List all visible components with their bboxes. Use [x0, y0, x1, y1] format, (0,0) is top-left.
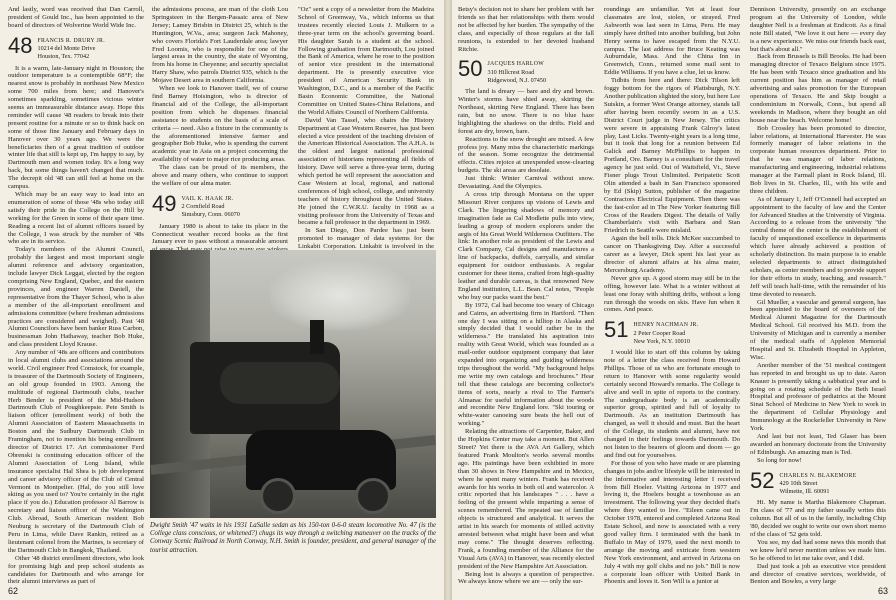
photo-wheel	[260, 478, 296, 514]
paragraph: January 1980 is about to take its place in the Connecticut weather record books as the first January ever to pass without a measurable amount	[152, 222, 288, 246]
paragraph: Again the bell tolls. Dick McKee succumbed to cancer on Thanksgiving Day. After a successful career as a lawyer, Dick spent his last year as director of alumni affairs at his alma mater, Mercersburg Academy.	[604, 235, 740, 274]
address-line: Ridgewood, N.J. 07450	[487, 76, 547, 84]
photo-caption: Dwight Smith '47 waits in his 1931 LaSalle sedan as his 150-ton 0-6-0 steam locomotive No. 47 (is the College class conscious, or whitened?) chugs its way through a switching maneuver on the tracks of the Conway Scenic Railroad in North Conway, N.H. Smith is founder, president, and general manager of the tourist attraction.	[150, 522, 436, 554]
paragraph: Tidbits from here and there: Dick Tilson left foggy bottom for the rigors of Plattsburgh, N.Y. Another publication slighted the story, but here Lee Sutskin, a former West Orange attorney, stands tall after having been recently sworn in as a U.S. District Court judge in New Jersey. The critics were severe in appraising Frank Gilroy's latest play, Last Licks. Twenty-eight years is a long time, but it took that long for a reunion between Ed Galick and Barney McPhillips to happen in Portland, Ore. Barney is a consultant for the travel agency he just sold. Out of Waitsfield, Vt., Steve Fisner plugs Trout Unlimited. Peripatetic Scott Olin attended a bash in San Francisco sponsored by Ed (Skip) Sutton, publisher of the magazine Contractors Electrical Equipment. Then there was the fast-color ad in The New Yorker featuring Bill Cross of the Readers Digest. The details of Vally Chamberlain's visit with Barbara and Stan Friedrich in Seattle were mislaid.	[604, 77, 740, 235]
class-secretary	[37, 35, 104, 61]
paragraph: "Oz" sent a copy of a newsletter from the Madeira School of Greenway, Va., which informs us that trustees recently elected Louis J. Mulkern to a three-year term on the school's governing board. His daughter Sarah is a student at the school. Following graduation from Dartmouth, Lou joined the Bank of America, where he rose to the position of senior vice president in the international department. He is presently executive vice president of American Security Bank in Washington, D.C., and is a member of the Pacific Basin Economic Committee, the National Committee on United States-China Relations, and the World Affairs Council of Northern California.	[298, 6, 434, 116]
address-line: 10214 del Monte Drive	[37, 45, 96, 53]
address-line: 2 Peter Cooper Road	[633, 329, 686, 337]
paragraph: Which may be an easy way to lead into an enumeration of some of those '48s who today still satisfy their pride in the College on the Hill by working for the Green in some of their spare time. Reading a recent list of alumni officers issued by the College, I was struck by the number of '48s who are in its service.	[8, 191, 144, 246]
paragraph: Reactions to the snow drought are mixed. A few profess joy. Many miss the characteristic markings of the season. Some recognize the detrimental effects. Cities rejoice at unexpended snow-clearing budgets. The ski areas are desolate.	[458, 135, 594, 175]
right-page	[452, 0, 896, 600]
paragraph: David Van Tassel, who chairs the History Department at Case Western Reserve, has just been elected a vice president of the teaching division of the American Historical Association. The A.H.A. is the oldest and largest national professional association of historians representing all fields of history. Dave will serve a three-year term, during which period he will represent the association and Case Western at local, regional, and national conferences of high school, college, and university teachers of history throughout the United States. He joined the C.W.R.U. faculty in 1968 as a visiting professor from the University of Texas and became a full professor in the department in 1969.	[298, 116, 434, 227]
paragraph: It is a warm, late-January night in Houston; the outdoor temperature is a contemptible 68°F; the nearest snow is probably in northeast New Mexico some 700 miles from here; and Hanover's sometimes sparkling, sometimes vicious winter seems an immeasurable distance away. Hope this reminder will cause '48 readers to break into their present routine for a minute or so to think back on some of those fine January and February days in Hanover over 30 years ago. We were the beneficiaries then of a great tradition of outdoor winter life that still is kept up, I'm happy to say, by Dartmouth men and women today. It's a long way back, but some things haven't changed that much. The decrepit old '48 can still feel at home on the campus.	[8, 64, 144, 191]
locomotive-photo	[150, 250, 436, 518]
class-secretary	[779, 470, 856, 496]
page-number-left: 62	[8, 586, 19, 596]
address-line: 429 10th Street	[779, 480, 818, 488]
photo-smoke	[270, 260, 410, 330]
paragraph: I would like to start off this column by taking note of a letter the class received from Howard Phillips. Those of us who are fortunate enough to return to Hanover with some regularity would certainly second Howard's remarks. The College is alive and well in spite of reports to the contrary. The undergraduate body is an academically superior group, spirited and full of loyalty to Dartmouth. As an institution Dartmouth has changed, as well it should and must. But the heart of the College, its students and alumni, have not changed in their feelings towards Dartmouth. Do not listen to the bearers of gloom and doom — go and find out for yourselves.	[604, 349, 740, 459]
paragraph: As of January 1, Jeff O'Connell had accepted an appointment to the faculty of law and the Center for Advanced Studies at the University of Virginia. According to a release from the university "the central theme of the center is the establishment of faculty of unquestioned excellence in departments which have already achieved a position of scholarly distinction. Its main purpose is to enable selected departments to attract distinguished scholars, as center members and to provide support for their efforts in study, teaching, and research." Jeff will teach half-time, with the remainder of his time devoted to research.	[750, 195, 886, 298]
paragraph: So long for now!	[757, 456, 802, 464]
paragraph: Hi. My name is Martha Blakemore Chapman. I'm class of '77 and my father usually writes this column. But all of us in the family, including Chip '80, decided we ought to write our own short memo of the class of '52 gets told.	[750, 499, 886, 538]
class-secretary	[181, 193, 239, 219]
photo-wheel	[355, 478, 391, 514]
photo-boiler	[220, 362, 340, 404]
paragraph: the admissions process, are man of the cloth Lou Springsteen in the Bergen-Passaic area of New Jersey; Lamey Brisbin in District 25, which is the Huntington, W.Va., area; surgeon Jack Mahoney, who covers Florida's Fort Lauderdale area; lawyer Fred Loomis, who is responsible for one of the largest areas in the country, the state of Wyoming, from his home in Cheyenne; and security specialist Harry Shaw, who patrols District 935, which is the Mojave Desert area in southern California.	[152, 6, 288, 85]
paragraph: Today's members of the Alumni Council, probably the largest and most important single alumni reference and advisory organization, include lawyer Dick Leggat, elected by the region comprising New England, Quebec, and the eastern provinces, and engineer Warren Daniell, the representative from the Thayer School, who is also a member of the all-important enrollment and admissions committee (where freshman admissions practices are considered and weighed). Past '48 Alumni Councilors have been banker Russ Carbon, businessman John Hathaway, teacher Bob Huke, and class president Lloyd Krause.	[8, 246, 144, 349]
address-line: New York, N.Y. 10010	[633, 337, 690, 345]
paragraph: Dennison University, presently on an exchange program at the University of London, while daughter Nell is a freshman at Endicott. As a final note Bill stated, "We love it out here — every day is a new experience. We miss our friends back east, but that's about all."	[750, 6, 886, 53]
class-year: 52	[750, 467, 775, 493]
paragraph: Just think: Winter Carnival without snow. Devastating. And the Olympics.	[458, 175, 594, 191]
class-heading-52	[750, 467, 886, 496]
paragraph: Betsy's decision not to share her problem with her friends so that her relationships with them would not be affected by her burden. The sympathy of the class, and especially of those regulars at the fall reunions, is extended to her devoted husband Ritchie.	[458, 6, 594, 53]
paragraph: You see, my dad had some news this month that we knew he'd never mention unless we made him. So he offered to let me take over, and I did.	[750, 538, 886, 562]
paragraph: Another member of the '51 medical contingent has reported in and brought us up to date. Aaron Knauer is presently taking a sabbatical year and is going on a rotating schedule of the Beth Israel Hospital and professor of pediatrics at the Mount Sinai School of Medicine in New York to work in the department of Cellular Physiology and Immunology at the Rockefeller University in New York.	[750, 361, 886, 433]
paragraph: When we look to Hanover itself, we of course find Barney Hoisington, who is director of financial aid of the College, the all-important position from which he dispenses financial assistance to students on the basis of a scale of criteria — need. Also a fixture in the community is the aforementioned intensive farmer and geographer Bob Huke, who is spending the current academic year in Asia on a project concerning the availability of water to major rice producing areas.	[152, 85, 288, 164]
secretary-name: CHARLES N. BLAKEMORE	[779, 472, 857, 479]
class-heading-48	[8, 32, 144, 61]
paragraph: The class can be proud of its members, the above and many others, who continue to support the welfare of our alma mater.	[152, 164, 288, 187]
class-secretary	[487, 58, 546, 84]
class-heading-49	[152, 190, 288, 219]
page-number-right: 63	[877, 586, 888, 596]
paragraph: Being lost is always a question of perspective. We always know where we are — only the sur-	[458, 570, 594, 586]
paragraph: Any number of '48s are officers and contributors in local alumni clubs and associations around the world. Civil engineer Fred Comstock, for example, is treasurer of the Dartmouth Society of Engineers, an old group founded in 1903. Among the multitude of regional Dartmouth clubs, teacher Herb Bender is president of the Mid-Hudson Dartmouth Club of Poughkeepsie. Pete Smith is liaison officer (enrollment work) of both the Alumni Association of Eastern Massachusetts in Boston and the Sudbury Dartmouth Club in Framingham, not to mention his being enrollment director of District 17. Art commissioner Ferd Obrenski is continuing education officer of the Alumni Association of Long Island, while insurance specialist Hal Shea is job development and career advisory officer of the Club of Central Vermont in Montpelier. (Hal, do you still love skiing as you used to? You're certainly in the right place if you do.) Education professor Al Barrow is secretary and liaison officer of the Washington Club. Abroad, South American resident Bob Neuburg is secretary of the Dartmouth Club of Peru in Lima, while Dave Rankin, retired as a lieutenant colonel from the Marines, is secretary of the Dartmouth Club in Bangkok, Thailand.	[8, 349, 144, 554]
paragraph: Back from Brussels is Bill Brooks. He had been managing director of Texaco Belgium since 1975. He has been with Texaco since graduation and his current position has him as manager of retail advertising and sales promotion for the European operations of Texaco. He and Skip bought a condominium in Norwalk, Conn., but spend all weekends in Madison, where they bought an old house near the beach. Welcome home!	[750, 53, 886, 124]
address-line: 310 Hillcrest Road	[487, 69, 535, 77]
secretary-name: VAIL K. HAAK JR.	[181, 195, 234, 202]
photo-smokestack	[310, 320, 324, 354]
paragraph: The land is dreary — bare and dry and brown. Winter's storms have shied away, skirting the Northeast, skirting New England. There has been rain, but no snow. There is no blue haze highlighting the shadows on the drifts. Field and forest are dry, brown, bare.	[458, 88, 594, 135]
paragraph: And lastly, word was received that Dan Carroll, president of Gould Inc., has been appointed to the board of directors of Wolverine World Wide Inc.	[8, 6, 144, 29]
right-column-2	[604, 6, 740, 586]
secretary-name: JACQUES HARLOW	[487, 61, 545, 68]
class-year: 51	[604, 317, 629, 343]
paragraph: And last but not least, Ted Glaser has been awarded an honorary doctorate from the University of Edinburgh. An amazing man is Ted.	[750, 432, 886, 456]
right-column-3	[750, 6, 886, 586]
address-line: 2 Cornfield Road	[181, 203, 225, 211]
gutter	[444, 0, 452, 600]
paragraph: roundings are unfamiliar. Yet at least four classmates are lost, stolen, or strayed. Fred Ashworth was last seen in Lima, Peru. He may simply have drifted into another building, but John Henry seems to have escaped from the N.Y.U. campus. The last address for Bruce Keating was Auburndale, Mass. And the China Inn in Greenwich, Conn., returned some mail sent to Eddie Williams. If you have a clue, let us know.	[604, 6, 740, 77]
paragraph: Other '48 district enrollment directors, who look for promising high and prep school students as candidates for Dartmouth and who arrange for their alumni interviews as part of	[8, 554, 144, 586]
class-year: 50	[458, 56, 483, 82]
paragraph: For those of you who have made or are planning changes in jobs and/or lifestyle will be interested in the informative and interesting letter I received from Bill Hoeler. Visiting Arizona in 1977 and loving it, the Hoelers bought a townhouse as an investment. The following year they decided that's where they wanted to live. "Eileen came out in October 1978, entered and completed Arizona Real Estate School, and now is associated with a very good valley firm. I terminated with the bank in Buffalo in May of 1979, used the next month to arrange the moving and extricate from western New York environment, and arrived in Arizona on July 4 with my golf clubs and no job." Bill is now a corporate loan officer with United Bank in Phoenix and loves it. Son Will is a junior at	[604, 459, 740, 586]
left-page	[0, 0, 444, 600]
paragraph: Gil Mueller, a vascular and general surgeon, has been appointed to the board of overseers of the Medical Alumni Magazine for the Dartmouth Medical School. Gil received his M.D. from the University of Michigan and is currently a member of the medical staffs of Appleton Memorial Hospital and St. Elizabeth Hospital in Appleton, Wisc.	[750, 298, 886, 361]
left-column-1	[8, 6, 144, 586]
right-column-1	[458, 6, 594, 586]
paragraph: Never give up. A good storm may still be in the offing, however late. What is a winter without at least one foray with shifting drifts, without a long run through the woods on skis. Have fun when it comes. And peace.	[604, 274, 740, 314]
secretary-name: HENRY NACHMAN JR.	[633, 322, 699, 329]
paragraph: Relating the attractions of Carpenter, Baker, and the Hopkins Center may take a moment. But Allen Street? Yet there is the AVA Art Gallery, which featured Frank Moulton's works several months ago. His paintings have been exhibited in more than 30 shows in New Hampshire and in Mexico, where he spent many winters. Frank has received awards for his works in both oil and watercolor. A critic reported that his landscapes " . . . have a feeling of the present while imparting a sense of scenes remembered. The repeated use of familiar objects is structured and analytical. It serves the artist in his search for moments of stilled activity arrested between what might have been and what may come." The thought deserves reflecting. Frank, a founding member of the Alliance for the Visual Arts (AVA) in Hanover, was recently elected president of the New Hampshire Art Association.	[458, 428, 594, 570]
address-line: Wilmette, Ill. 60091	[779, 487, 830, 495]
class-heading-51	[604, 319, 740, 345]
address-line: Houston, Tex. 77042	[37, 52, 90, 60]
class-secretary	[633, 319, 698, 345]
class-year: 49	[152, 190, 177, 216]
class-year: 48	[8, 32, 33, 58]
paragraph: In San Diego, Don Pardee has just been promoted to manager of data systems for the Linkabit Corporation. Linkabit is involved in the	[298, 227, 434, 251]
paragraph: Bob Crossley has been promoted to director, labor relations, at International Harvester. He was formerly manager of labor relations in the corporate human resources department. Prior to that he was manager of labor relations, manufacturing and engineering, industrial relations manager at the Farmall plant in Rock Island, Ill. Bob lives in St. Charles, Ill., with his wife and three children.	[750, 124, 886, 195]
secretary-name: FRANCIS R. DRURY JR.	[37, 37, 105, 44]
class-heading-50	[458, 58, 594, 84]
address-line: Simsbury, Conn. 06070	[181, 211, 240, 219]
paragraph: By 1972, Cal had become too weary of Chicago and Cairns, an advertising firm in Hartford. "Then one day I was sitting on a hilltop in Alaska and simply decided that I would rather be in the wilderness." He translated his aspiration into reality with Great World, which was founded as a mail-order outdoor equipment company that later expanded into organizing and guiding wilderness trips throughout the world. "My background helps me write my own catalogs and brochures." Hear tell that these catalogs are becoming collector's items of sorts, nearly a rival to The Farmer's Almanac for useful information about the woods and recondite New England lore. "Ski touring or white-water canoeing sure beats the hell out of working."	[458, 301, 594, 428]
paragraph: Dad just took a job as executive vice president and director of creative services, worldwide, of Benton and Bowles, a very large	[750, 562, 886, 586]
paragraph: A cross trip through Montana on the upper Missouri River conjures up visions of Lewis and Clark. The lingering shadows of memory and imagination fade as Cal Modlette pulls into view, leading a group of modern explorers under the aegis of his Great World Wilderness Outfitters. The link: In another role as president of the Lewis and Clark Company, Cal designs and manufactures a line of backpacks, duffels, carryalls, and similar equipment for outdoor enthusiasts. A regular customer for these items, crafted from high-quality leather and durable canvas, is that renowned New England institution, L.L. Bean. Cal notes, "People who buy our packs want the best."	[458, 191, 594, 301]
